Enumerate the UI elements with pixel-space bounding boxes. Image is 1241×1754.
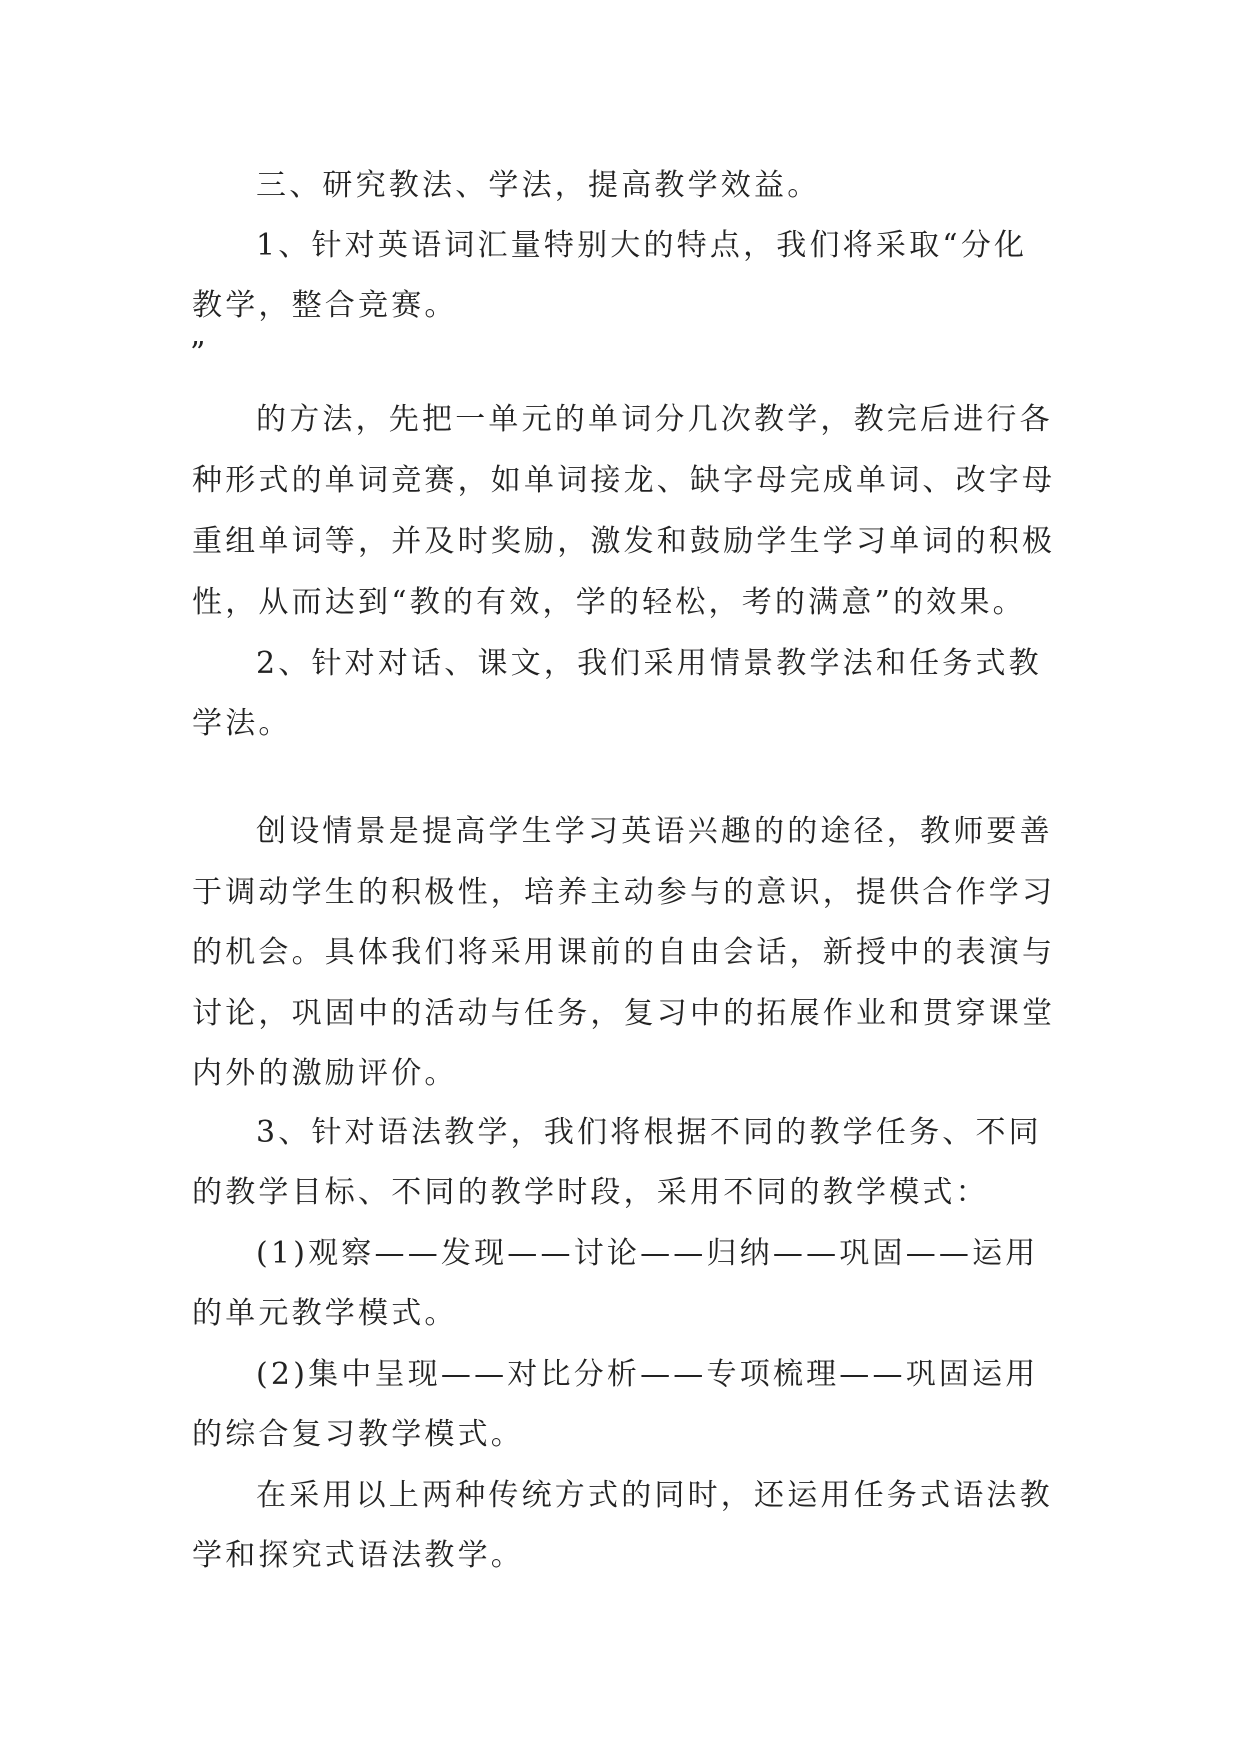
paragraph-line: 在采用以上两种传统方式的同时，还运用任务式语法教 — [256, 1478, 1053, 1513]
paragraph-line: 3、针对语法教学，我们将根据不同的教学任务、不同 — [256, 1115, 1042, 1150]
paragraph-line: 重组单词等，并及时奖励，激发和鼓励学生学习单词的积极 — [192, 524, 1056, 559]
paragraph-line: 性，从而达到“教的有效，学的轻松，考的满意”的效果。 — [192, 585, 1026, 620]
paragraph-line: 于调动学生的积极性，培养主动参与的意识，提供合作学习 — [192, 875, 1056, 910]
paragraph-line: 的单元教学模式。 — [192, 1296, 458, 1331]
paragraph-line: ” — [190, 336, 209, 371]
paragraph-line: 教学，整合竞赛。 — [192, 288, 458, 323]
paragraph-line: 的综合复习教学模式。 — [192, 1417, 524, 1452]
paragraph-line: 讨论，巩固中的活动与任务，复习中的拓展作业和贯穿课堂 — [192, 996, 1056, 1031]
paragraph-line: 种形式的单词竞赛，如单词接龙、缺字母完成单词、改字母 — [192, 463, 1056, 498]
paragraph-line: 学法。 — [192, 706, 292, 741]
paragraph-line: 1、针对英语词汇量特别大的特点，我们将采取“分化 — [256, 228, 1028, 263]
paragraph-line: 2、针对对话、课文，我们采用情景教学法和任务式教 — [256, 646, 1042, 681]
paragraph-line: 创设情景是提高学生学习英语兴趣的的途径，教师要善 — [256, 814, 1053, 849]
paragraph-line: (2)集中呈现——对比分析——专项梳理——巩固运用 — [256, 1357, 1039, 1392]
paragraph-line: 内外的激励评价。 — [192, 1056, 458, 1091]
paragraph-line: 的教学目标、不同的教学时段，采用不同的教学模式： — [192, 1175, 989, 1210]
paragraph-line: (1)观察——发现——讨论——归纳——巩固——运用 — [256, 1236, 1039, 1271]
section-heading: 三、研究教法、学法，提高教学效益。 — [256, 168, 821, 203]
paragraph-line: 的机会。具体我们将采用课前的自由会话，新授中的表演与 — [192, 935, 1056, 970]
paragraph-line: 的方法，先把一单元的单词分几次教学，教完后进行各 — [256, 402, 1053, 437]
paragraph-line: 学和探究式语法教学。 — [192, 1538, 524, 1573]
